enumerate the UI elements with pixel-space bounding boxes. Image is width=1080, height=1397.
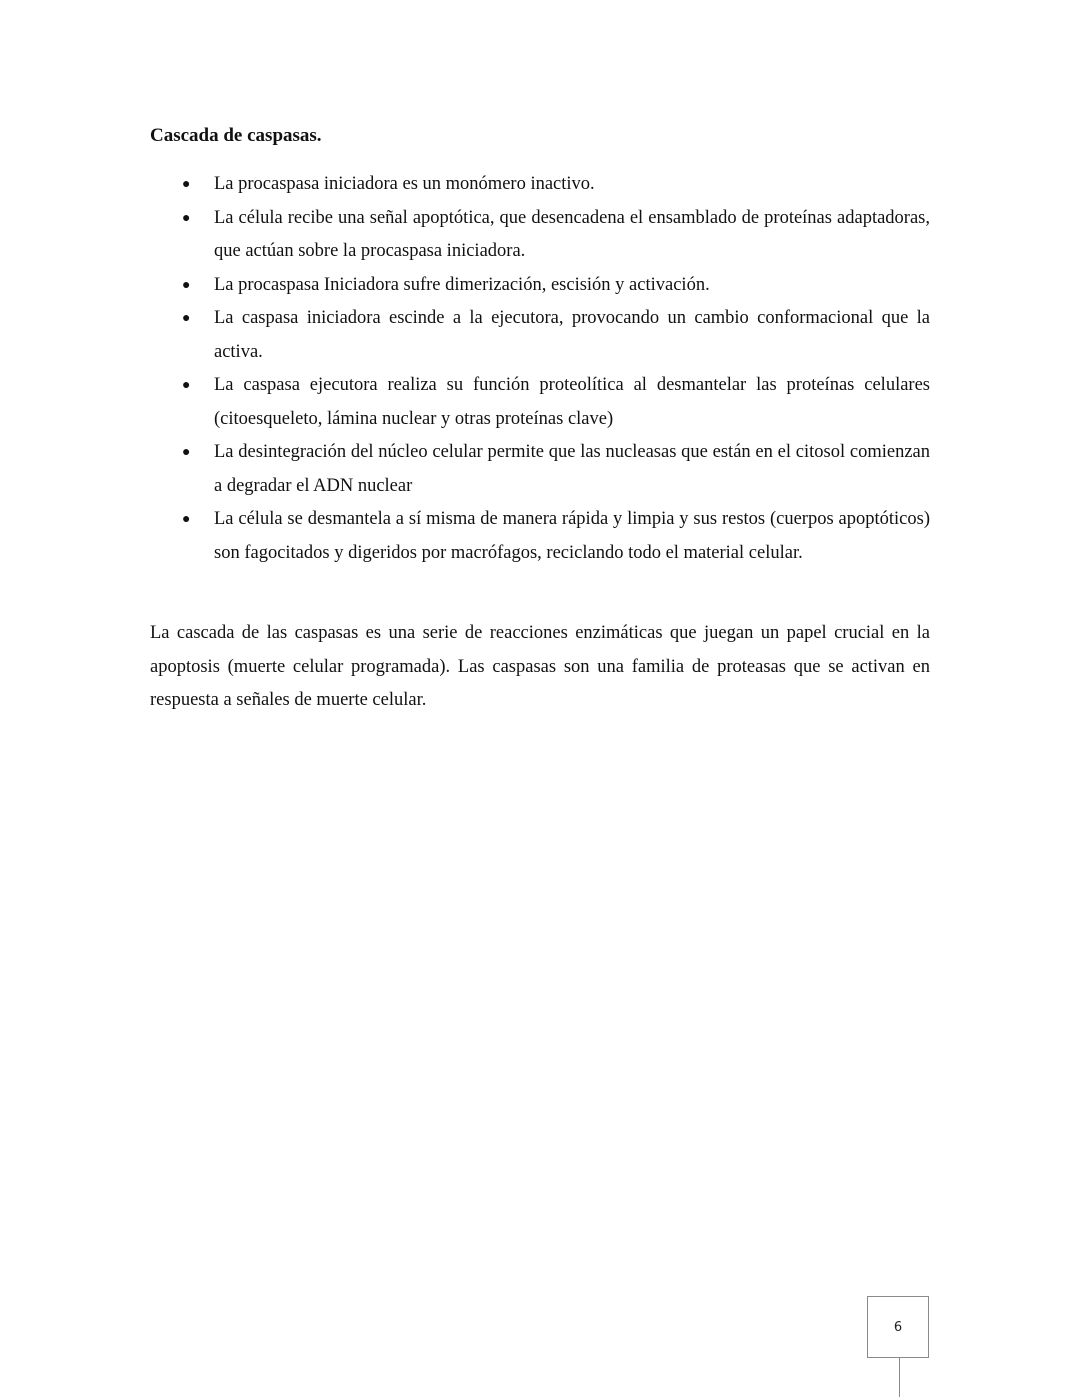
section-heading: Cascada de caspasas. [150, 125, 322, 146]
bullet-icon: ● [182, 210, 191, 226]
bullet-icon: ● [182, 445, 191, 460]
list-item-text: La caspasa iniciadora escinde a la ejecutora, provocando un cambio conformacional que la activa. [214, 308, 930, 362]
list-item-text: La desintegración del núcleo celular permite que las nucleasas que están en el citosol comienzan a degradar el ADN nuclear [214, 442, 930, 496]
list-item-text: La procaspasa Iniciadora sufre dimerización, escisión y activación. [214, 274, 710, 295]
summary-paragraph: La cascada de las caspasas es una serie de reacciones enzimáticas que juegan un papel crucial en la apoptosis (muerte celular programada). Las caspasas son una familia de proteasas que se activan en respuesta a señales de muerte celular. [150, 623, 930, 710]
list-item [150, 503, 930, 570]
page-number-connector-line [899, 1358, 900, 1397]
list-item [150, 202, 930, 269]
list-item [150, 436, 930, 503]
list-item [150, 302, 930, 369]
page-number-box [867, 1296, 929, 1358]
list-item-text: La célula recibe una señal apoptótica, que desencadena el ensamblado de proteínas adaptadoras, que actúan sobre la procaspasa iniciadora. [214, 207, 930, 261]
bullet-icon: ● [182, 378, 191, 393]
list-item [150, 369, 930, 436]
list-item-text: La caspasa ejecutora realiza su función proteolítica al desmantelar las proteínas celulares (citoesqueleto, lámina nuclear y otras proteínas clave) [214, 375, 930, 429]
list-item-text: La procaspasa iniciadora es un monómero inactivo. [214, 174, 595, 194]
list-item-text: La célula se desmantela a sí misma de manera rápida y limpia y sus restos (cuerpos apoptóticos) son fagocitados y digeridos por macrófagos, reciclando todo el material celular. [214, 509, 930, 563]
bullet-icon: ● [182, 311, 191, 326]
bullet-icon: ● [182, 277, 191, 293]
caspase-steps-list [150, 168, 930, 570]
bullet-icon: ● [182, 512, 191, 527]
bullet-icon: ● [182, 177, 191, 192]
list-item [150, 168, 930, 202]
page-number: 6 [893, 1319, 903, 1335]
list-item [150, 269, 930, 303]
